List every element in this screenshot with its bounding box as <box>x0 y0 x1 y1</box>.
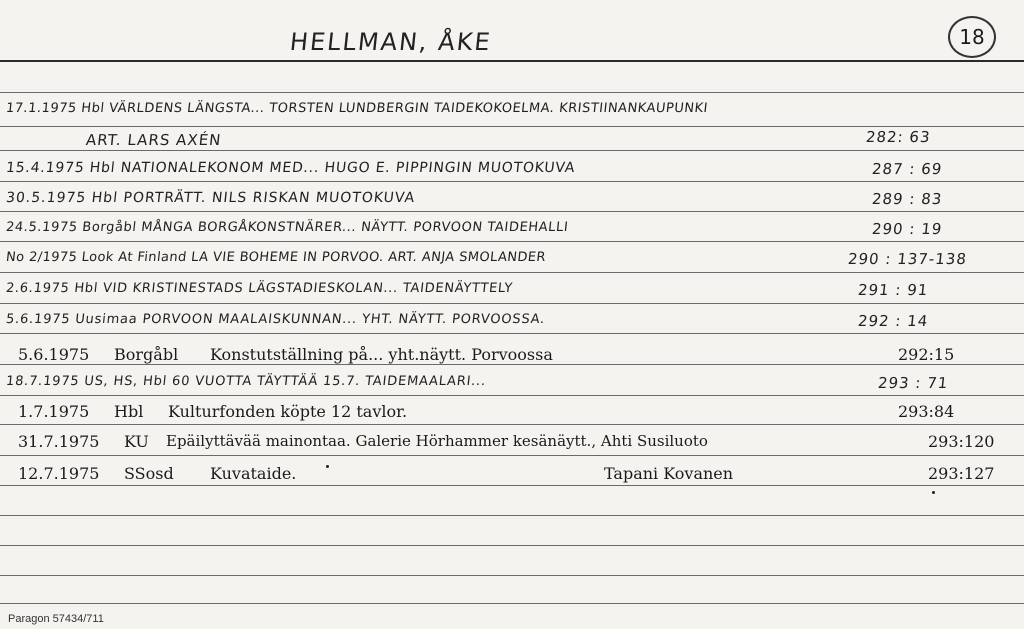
ruled-line <box>0 455 1024 456</box>
ruled-line <box>0 241 1024 242</box>
entry-text: ART. LARS AXÉN <box>85 131 223 149</box>
header-rule <box>0 60 1024 62</box>
printer-imprint: Paragon 57434/711 <box>8 613 104 625</box>
ruled-line <box>0 211 1024 212</box>
entry-ref: 291 : 91 <box>857 281 930 299</box>
ruled-line <box>0 515 1024 516</box>
card-title: HELLMAN, ÅKE <box>288 28 494 56</box>
ruled-line <box>0 303 1024 304</box>
entry-ref: 293 : 71 <box>877 374 950 392</box>
entry-text: 18.7.1975 US, HS, Hbl 60 VUOTTA TÄYTTÄÄ 15.7. TAIDEMAALARI... <box>5 374 487 389</box>
entry-source: SSosd <box>124 464 174 483</box>
entry-text: No 2/1975 Look At Finland LA VIE BOHEME IN PORVOO. ART. ANJA SMOLANDER <box>5 250 547 265</box>
entry-author: Tapani Kovanen <box>604 464 734 483</box>
entry-ref: 293:84 <box>898 402 955 421</box>
ruled-line <box>0 126 1024 127</box>
ruled-line <box>0 181 1024 182</box>
entry-text: 5.6.1975 Uusimaa PORVOON MAALAISKUNNAN... YHT. NÄYTT. PORVOOSSA. <box>5 312 546 327</box>
entry-text: 17.1.1975 Hbl VÄRLDENS LÄNGSTA... TORSTEN LUNDBERGIN TAIDEKOKOELMA. KRISTIINANKAUPUNKI <box>5 101 709 116</box>
entry-date: 12.7.1975 <box>18 464 100 483</box>
entry-date: 1.7.1975 <box>18 402 90 421</box>
ruled-line <box>0 150 1024 151</box>
entry-date: 31.7.1975 <box>18 432 100 451</box>
ruled-line <box>0 395 1024 396</box>
entry-text: Konstutställning på... yht.näytt. Porvoossa <box>210 345 553 364</box>
entry-ref: 292:15 <box>898 345 955 364</box>
entry-source: Borgåbl <box>114 345 179 364</box>
entry-source: KU <box>124 432 149 451</box>
entry-date: 5.6.1975 <box>18 345 90 364</box>
entry-text: 30.5.1975 Hbl PORTRÄTT. NILS RISKAN MUOTOKUVA <box>5 190 416 206</box>
entry-text: Epäilyttävää mainontaa. Galerie Hörhammer kesänäytt., Ahti Susiluoto <box>166 432 708 450</box>
entry-text: Kulturfonden köpte 12 tavlor. <box>168 402 408 421</box>
entry-text: Kuvataide. <box>210 464 297 483</box>
ruled-line <box>0 424 1024 425</box>
stray-mark <box>932 491 935 494</box>
ruled-line <box>0 575 1024 576</box>
entry-ref: 290 : 19 <box>871 220 944 238</box>
entry-ref: 290 : 137-138 <box>847 250 968 268</box>
entry-ref: 292 : 14 <box>857 312 930 330</box>
ruled-line <box>0 545 1024 546</box>
entry-ref: 289 : 83 <box>871 190 944 208</box>
ruled-line <box>0 364 1024 365</box>
entry-ref: 287 : 69 <box>871 160 944 178</box>
entry-text: 2.6.1975 Hbl VID KRISTINESTADS LÄGSTADIESKOLAN... TAIDENÄYTTELY <box>5 281 514 296</box>
ruled-line <box>0 333 1024 334</box>
entry-ref: 293:127 <box>928 464 995 483</box>
ruled-line <box>0 603 1024 604</box>
entry-text: 15.4.1975 Hbl NATIONALEKONOM MED... HUGO E. PIPPINGIN MUOTOKUVA <box>5 160 577 176</box>
ruled-line <box>0 485 1024 486</box>
entry-ref: 282: 63 <box>865 128 932 146</box>
ruled-line <box>0 272 1024 273</box>
entry-ref: 293:120 <box>928 432 995 451</box>
card-number: 18 <box>948 16 996 58</box>
entry-source: Hbl <box>114 402 144 421</box>
ruled-line <box>0 92 1024 93</box>
stray-mark <box>326 465 329 468</box>
entry-text: 24.5.1975 Borgåbl MÅNGA BORGÅKONSTNÄRER... NÄYTT. PORVOON TAIDEHALLI <box>5 220 570 235</box>
